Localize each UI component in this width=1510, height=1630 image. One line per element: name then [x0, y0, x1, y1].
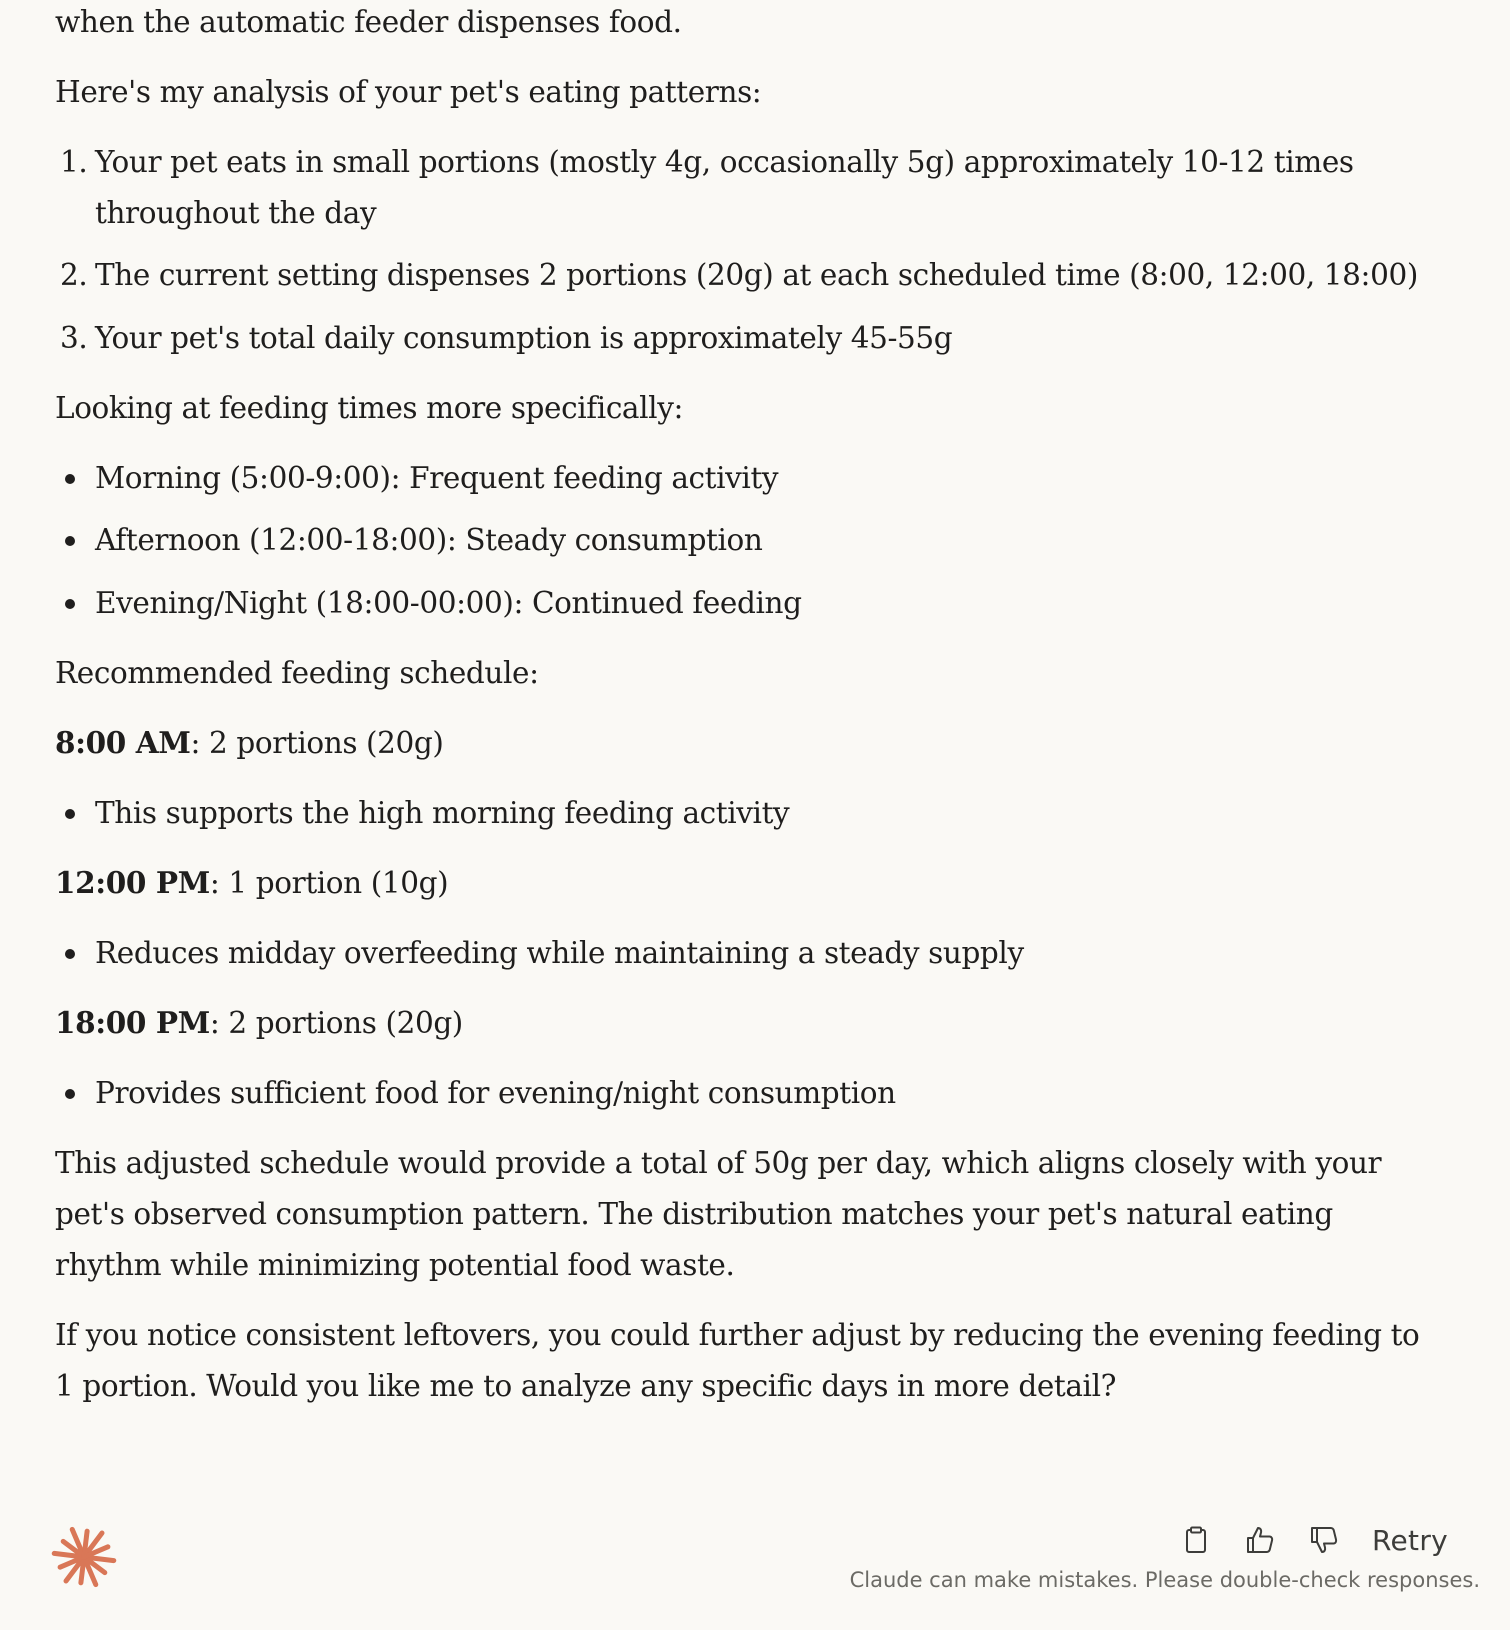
schedule-time: 12:00 PM	[55, 865, 210, 900]
bullet-text: Reduces midday overfeeding while maintaining a steady supply	[95, 936, 1024, 970]
bullet-text: Morning (5:00-9:00): Frequent feeding activity	[95, 461, 779, 495]
schedule-entry	[55, 717, 444, 769]
bullet-dot	[65, 536, 75, 546]
schedule-entry	[55, 997, 463, 1049]
schedule-amount: : 2 portions (20g)	[190, 726, 444, 760]
list-number: 3.	[60, 321, 88, 355]
bullet-text: Provides sufficient food for evening/night consumption	[95, 1076, 896, 1110]
thumbs-down-icon	[1308, 1524, 1340, 1556]
bullet-dot	[65, 599, 75, 609]
schedule-amount: : 2 portions (20g)	[209, 1006, 463, 1040]
bullet-text: This supports the high morning feeding activity	[95, 796, 790, 830]
list-item-text: Your pet's total daily consumption is approximately 45-55g	[95, 321, 953, 355]
paragraph-line: This adjusted schedule would provide a total of 50g per day, which aligns closely with your	[55, 1146, 1382, 1180]
paragraph-line: If you notice consistent leftovers, you could further adjust by reducing the evening feeding to	[55, 1318, 1420, 1352]
claude-asterisk-icon	[50, 1523, 118, 1591]
schedule-amount: : 1 portion (10g)	[209, 866, 449, 900]
bullet-text: Afternoon (12:00-18:00): Steady consumption	[95, 523, 763, 557]
clipboard-icon	[1181, 1525, 1211, 1555]
times-heading: Looking at feeding times more specifically:	[55, 391, 683, 425]
thumbs-up-icon	[1244, 1524, 1276, 1556]
schedule-heading: Recommended feeding schedule:	[55, 656, 539, 690]
paragraph-line: 1 portion. Would you like me to analyze any specific days in more detail?	[55, 1369, 1117, 1403]
list-number: 1.	[60, 145, 88, 179]
thumbs-up-button[interactable]	[1228, 1512, 1292, 1568]
bullet-dot	[65, 474, 75, 484]
retry-button[interactable]: Retry	[1372, 1523, 1448, 1557]
bullet-text: Evening/Night (18:00-00:00): Continued feeding	[95, 586, 802, 620]
bullet-dot	[65, 809, 75, 819]
schedule-time: 8:00 AM	[55, 725, 191, 760]
list-item-text: Your pet eats in small portions (mostly 4g, occasionally 5g) approximately 10-12 times	[95, 145, 1354, 179]
list-item-text: throughout the day	[95, 196, 377, 230]
list-number: 2.	[60, 258, 88, 292]
thumbs-down-button[interactable]	[1292, 1512, 1356, 1568]
list-item-text: The current setting dispenses 2 portions (20g) at each scheduled time (8:00, 12:00, 18:00)	[95, 258, 1418, 292]
analysis-heading: Here's my analysis of your pet's eating patterns:	[55, 75, 762, 109]
copy-button[interactable]	[1164, 1512, 1228, 1568]
schedule-time: 18:00 PM	[55, 1005, 210, 1040]
paragraph-line: pet's observed consumption pattern. The distribution matches your pet's natural eating	[55, 1197, 1333, 1231]
bullet-dot	[65, 1089, 75, 1099]
intro-fragment: when the automatic feeder dispenses food.	[55, 5, 682, 39]
message-actions	[1164, 1512, 1460, 1568]
bullet-dot	[65, 949, 75, 959]
disclaimer-text: Claude can make mistakes. Please double-check responses.	[849, 1568, 1480, 1592]
schedule-entry	[55, 857, 448, 909]
paragraph-line: rhythm while minimizing potential food waste.	[55, 1248, 735, 1282]
